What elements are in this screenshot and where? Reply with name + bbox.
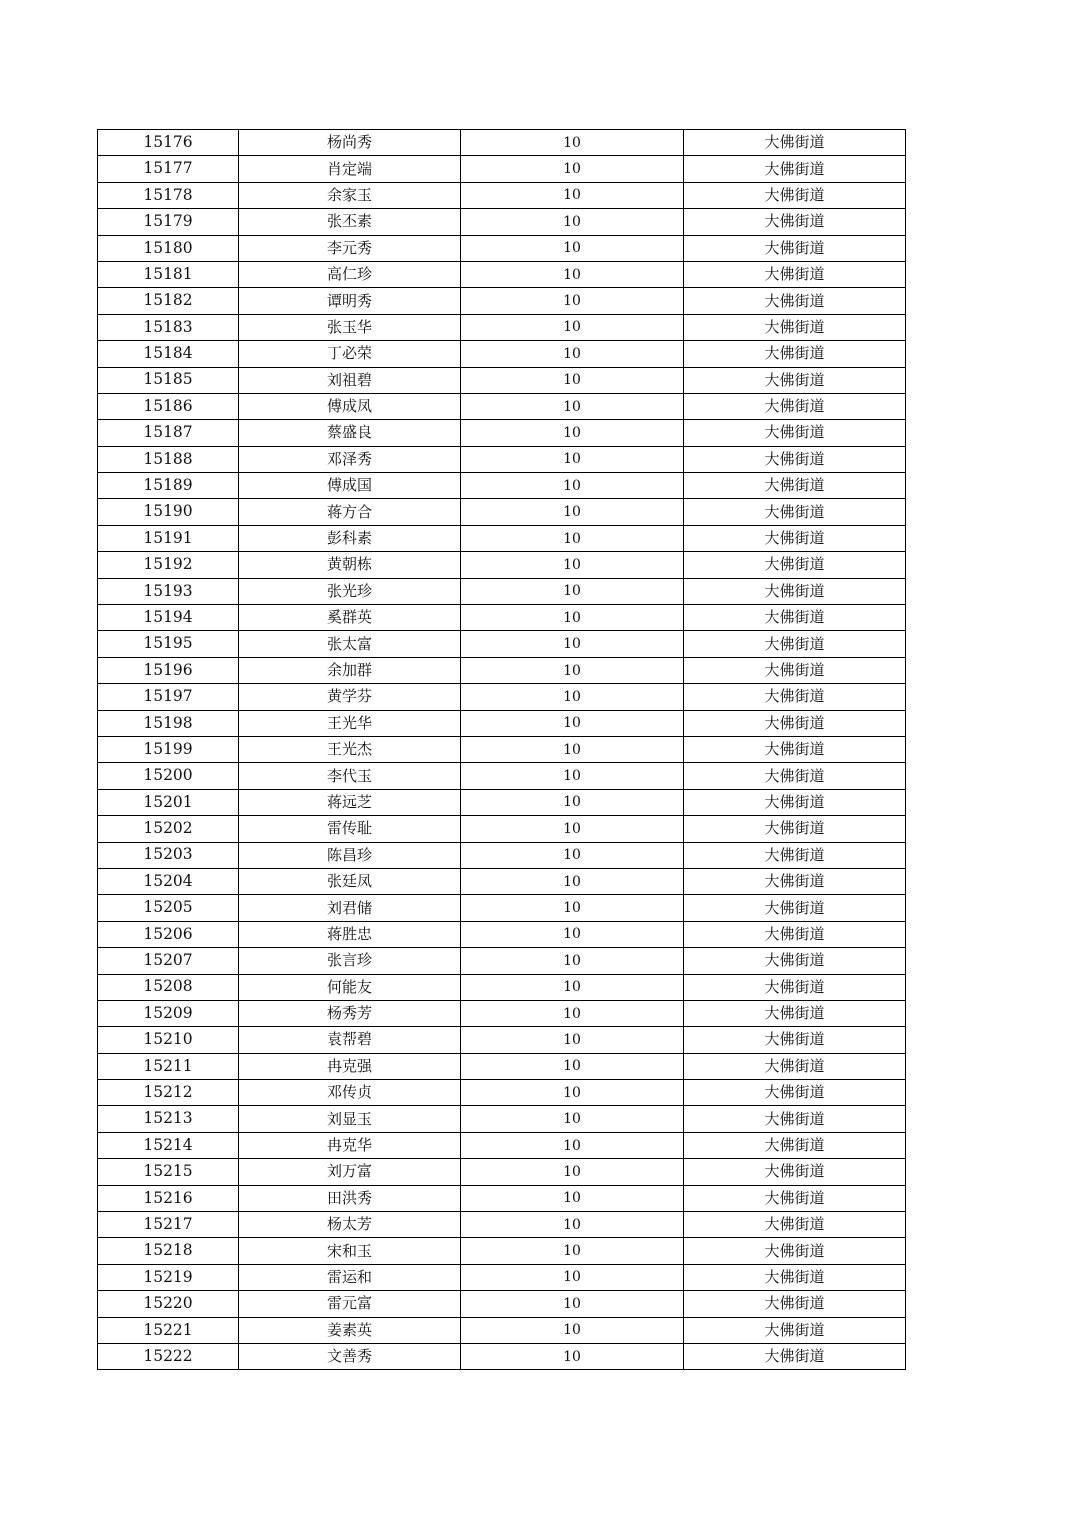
- table-row: [98, 1080, 906, 1106]
- cell-street: 大佛街道: [684, 842, 906, 868]
- cell-name: 彭科素: [239, 525, 461, 551]
- cell-name: 文善秀: [239, 1343, 461, 1369]
- table-row: [98, 420, 906, 446]
- cell-id: 15203: [98, 842, 239, 868]
- cell-id: 15213: [98, 1106, 239, 1132]
- cell-amount: 10: [461, 631, 684, 657]
- cell-id: 15182: [98, 288, 239, 314]
- cell-amount: 10: [461, 974, 684, 1000]
- cell-id: 15208: [98, 974, 239, 1000]
- cell-street: 大佛街道: [684, 130, 906, 156]
- cell-street: 大佛街道: [684, 209, 906, 235]
- table-row: [98, 1053, 906, 1079]
- cell-amount: 10: [461, 552, 684, 578]
- cell-name: 雷传耻: [239, 816, 461, 842]
- cell-id: 15200: [98, 763, 239, 789]
- cell-street: 大佛街道: [684, 261, 906, 287]
- cell-street: 大佛街道: [684, 763, 906, 789]
- cell-id: 15197: [98, 684, 239, 710]
- cell-amount: 10: [461, 1291, 684, 1317]
- table-body: [98, 130, 906, 1370]
- cell-id: 15180: [98, 235, 239, 261]
- cell-id: 15207: [98, 948, 239, 974]
- cell-name: 傅成凤: [239, 393, 461, 419]
- cell-amount: 10: [461, 341, 684, 367]
- cell-name: 黄朝栋: [239, 552, 461, 578]
- cell-street: 大佛街道: [684, 1291, 906, 1317]
- cell-street: 大佛街道: [684, 473, 906, 499]
- cell-name: 余家玉: [239, 182, 461, 208]
- cell-name: 何能友: [239, 974, 461, 1000]
- cell-id: 15204: [98, 868, 239, 894]
- cell-name: 张丕素: [239, 209, 461, 235]
- cell-street: 大佛街道: [684, 1212, 906, 1238]
- cell-amount: 10: [461, 763, 684, 789]
- cell-amount: 10: [461, 1159, 684, 1185]
- cell-id: 15196: [98, 657, 239, 683]
- cell-amount: 10: [461, 499, 684, 525]
- cell-name: 高仁珍: [239, 261, 461, 287]
- cell-street: 大佛街道: [684, 156, 906, 182]
- cell-id: 15216: [98, 1185, 239, 1211]
- cell-name: 田洪秀: [239, 1185, 461, 1211]
- table-row: [98, 367, 906, 393]
- cell-id: 15177: [98, 156, 239, 182]
- cell-name: 冉克强: [239, 1053, 461, 1079]
- cell-name: 邓泽秀: [239, 446, 461, 472]
- table-row: [98, 473, 906, 499]
- cell-street: 大佛街道: [684, 288, 906, 314]
- cell-id: 15185: [98, 367, 239, 393]
- table-row: [98, 789, 906, 815]
- table-row: [98, 631, 906, 657]
- cell-name: 奚群英: [239, 605, 461, 631]
- cell-street: 大佛街道: [684, 446, 906, 472]
- table-row: [98, 868, 906, 894]
- cell-id: 15191: [98, 525, 239, 551]
- table-row: [98, 842, 906, 868]
- cell-street: 大佛街道: [684, 710, 906, 736]
- table-row: [98, 393, 906, 419]
- cell-amount: 10: [461, 657, 684, 683]
- cell-street: 大佛街道: [684, 684, 906, 710]
- cell-name: 蒋胜忠: [239, 921, 461, 947]
- cell-id: 15199: [98, 736, 239, 762]
- cell-name: 肖定端: [239, 156, 461, 182]
- cell-id: 15218: [98, 1238, 239, 1264]
- cell-id: 15179: [98, 209, 239, 235]
- cell-street: 大佛街道: [684, 1132, 906, 1158]
- cell-street: 大佛街道: [684, 1080, 906, 1106]
- cell-name: 刘万富: [239, 1159, 461, 1185]
- table-row: [98, 130, 906, 156]
- cell-id: 15212: [98, 1080, 239, 1106]
- cell-amount: 10: [461, 130, 684, 156]
- cell-amount: 10: [461, 816, 684, 842]
- cell-street: 大佛街道: [684, 1000, 906, 1026]
- cell-amount: 10: [461, 367, 684, 393]
- cell-street: 大佛街道: [684, 974, 906, 1000]
- cell-name: 陈昌珍: [239, 842, 461, 868]
- table-row: [98, 1106, 906, 1132]
- cell-name: 刘祖碧: [239, 367, 461, 393]
- cell-name: 雷运和: [239, 1264, 461, 1290]
- table-row: [98, 499, 906, 525]
- table-row: [98, 895, 906, 921]
- cell-amount: 10: [461, 1343, 684, 1369]
- table-row: [98, 684, 906, 710]
- table-row: [98, 261, 906, 287]
- cell-id: 15201: [98, 789, 239, 815]
- table-row: [98, 209, 906, 235]
- cell-street: 大佛街道: [684, 1185, 906, 1211]
- table-row: [98, 1238, 906, 1264]
- cell-id: 15221: [98, 1317, 239, 1343]
- table-row: [98, 1000, 906, 1026]
- table-row: [98, 552, 906, 578]
- cell-amount: 10: [461, 921, 684, 947]
- cell-id: 15210: [98, 1027, 239, 1053]
- table-row: [98, 921, 906, 947]
- cell-name: 刘显玉: [239, 1106, 461, 1132]
- cell-amount: 10: [461, 446, 684, 472]
- cell-amount: 10: [461, 1264, 684, 1290]
- cell-street: 大佛街道: [684, 657, 906, 683]
- table-row: [98, 578, 906, 604]
- cell-id: 15194: [98, 605, 239, 631]
- cell-id: 15190: [98, 499, 239, 525]
- cell-amount: 10: [461, 578, 684, 604]
- table-row: [98, 235, 906, 261]
- table-row: [98, 1185, 906, 1211]
- cell-amount: 10: [461, 710, 684, 736]
- cell-id: 15219: [98, 1264, 239, 1290]
- table-row: [98, 1132, 906, 1158]
- cell-id: 15198: [98, 710, 239, 736]
- cell-amount: 10: [461, 948, 684, 974]
- cell-id: 15176: [98, 130, 239, 156]
- cell-street: 大佛街道: [684, 868, 906, 894]
- cell-amount: 10: [461, 1000, 684, 1026]
- table-row: [98, 763, 906, 789]
- cell-street: 大佛街道: [684, 393, 906, 419]
- table-row: [98, 1264, 906, 1290]
- cell-name: 杨尚秀: [239, 130, 461, 156]
- cell-amount: 10: [461, 1185, 684, 1211]
- cell-id: 15183: [98, 314, 239, 340]
- cell-street: 大佛街道: [684, 1027, 906, 1053]
- table-row: [98, 446, 906, 472]
- cell-street: 大佛街道: [684, 1343, 906, 1369]
- cell-name: 蔡盛良: [239, 420, 461, 446]
- cell-id: 15215: [98, 1159, 239, 1185]
- cell-street: 大佛街道: [684, 525, 906, 551]
- cell-amount: 10: [461, 420, 684, 446]
- cell-amount: 10: [461, 1212, 684, 1238]
- cell-name: 黄学芬: [239, 684, 461, 710]
- cell-street: 大佛街道: [684, 367, 906, 393]
- cell-id: 15217: [98, 1212, 239, 1238]
- cell-name: 宋和玉: [239, 1238, 461, 1264]
- cell-amount: 10: [461, 684, 684, 710]
- cell-street: 大佛街道: [684, 314, 906, 340]
- cell-name: 蒋方合: [239, 499, 461, 525]
- table-row: [98, 736, 906, 762]
- table-row: [98, 1027, 906, 1053]
- cell-street: 大佛街道: [684, 578, 906, 604]
- cell-street: 大佛街道: [684, 182, 906, 208]
- cell-name: 傅成国: [239, 473, 461, 499]
- table-row: [98, 974, 906, 1000]
- table-row: [98, 816, 906, 842]
- cell-id: 15214: [98, 1132, 239, 1158]
- cell-name: 刘君储: [239, 895, 461, 921]
- cell-amount: 10: [461, 1132, 684, 1158]
- cell-street: 大佛街道: [684, 605, 906, 631]
- table-row: [98, 182, 906, 208]
- cell-street: 大佛街道: [684, 1159, 906, 1185]
- cell-street: 大佛街道: [684, 631, 906, 657]
- cell-id: 15195: [98, 631, 239, 657]
- cell-amount: 10: [461, 736, 684, 762]
- cell-id: 15192: [98, 552, 239, 578]
- cell-id: 15220: [98, 1291, 239, 1317]
- cell-name: 丁必荣: [239, 341, 461, 367]
- cell-id: 15188: [98, 446, 239, 472]
- cell-amount: 10: [461, 182, 684, 208]
- cell-name: 张光珍: [239, 578, 461, 604]
- cell-amount: 10: [461, 1238, 684, 1264]
- cell-amount: 10: [461, 393, 684, 419]
- cell-name: 张廷凤: [239, 868, 461, 894]
- cell-street: 大佛街道: [684, 1264, 906, 1290]
- cell-name: 王光杰: [239, 736, 461, 762]
- table-row: [98, 657, 906, 683]
- table-row: [98, 710, 906, 736]
- cell-id: 15189: [98, 473, 239, 499]
- cell-name: 张玉华: [239, 314, 461, 340]
- cell-amount: 10: [461, 1027, 684, 1053]
- cell-name: 张太富: [239, 631, 461, 657]
- cell-street: 大佛街道: [684, 420, 906, 446]
- table-row: [98, 1291, 906, 1317]
- cell-amount: 10: [461, 525, 684, 551]
- cell-id: 15222: [98, 1343, 239, 1369]
- cell-amount: 10: [461, 842, 684, 868]
- cell-id: 15209: [98, 1000, 239, 1026]
- cell-street: 大佛街道: [684, 235, 906, 261]
- cell-street: 大佛街道: [684, 895, 906, 921]
- cell-amount: 10: [461, 1053, 684, 1079]
- cell-amount: 10: [461, 156, 684, 182]
- table-row: [98, 314, 906, 340]
- table-row: [98, 1159, 906, 1185]
- cell-name: 李代玉: [239, 763, 461, 789]
- cell-name: 杨太芳: [239, 1212, 461, 1238]
- cell-street: 大佛街道: [684, 948, 906, 974]
- cell-id: 15205: [98, 895, 239, 921]
- table-row: [98, 341, 906, 367]
- cell-amount: 10: [461, 314, 684, 340]
- cell-id: 15178: [98, 182, 239, 208]
- cell-street: 大佛街道: [684, 341, 906, 367]
- cell-street: 大佛街道: [684, 552, 906, 578]
- cell-street: 大佛街道: [684, 736, 906, 762]
- cell-id: 15187: [98, 420, 239, 446]
- cell-amount: 10: [461, 1106, 684, 1132]
- cell-name: 雷元富: [239, 1291, 461, 1317]
- cell-amount: 10: [461, 1317, 684, 1343]
- cell-name: 袁帮碧: [239, 1027, 461, 1053]
- cell-name: 杨秀芳: [239, 1000, 461, 1026]
- cell-id: 15202: [98, 816, 239, 842]
- cell-amount: 10: [461, 209, 684, 235]
- cell-street: 大佛街道: [684, 499, 906, 525]
- cell-id: 15193: [98, 578, 239, 604]
- table-row: [98, 1343, 906, 1369]
- cell-amount: 10: [461, 605, 684, 631]
- table-row: [98, 1317, 906, 1343]
- cell-name: 张言珍: [239, 948, 461, 974]
- cell-amount: 10: [461, 789, 684, 815]
- cell-amount: 10: [461, 868, 684, 894]
- cell-street: 大佛街道: [684, 1053, 906, 1079]
- cell-name: 王光华: [239, 710, 461, 736]
- table-row: [98, 605, 906, 631]
- cell-name: 谭明秀: [239, 288, 461, 314]
- cell-id: 15211: [98, 1053, 239, 1079]
- cell-amount: 10: [461, 1080, 684, 1106]
- table-row: [98, 525, 906, 551]
- cell-amount: 10: [461, 235, 684, 261]
- cell-amount: 10: [461, 895, 684, 921]
- cell-street: 大佛街道: [684, 1238, 906, 1264]
- data-table: [97, 129, 906, 1370]
- table-row: [98, 948, 906, 974]
- table-row: [98, 156, 906, 182]
- cell-amount: 10: [461, 288, 684, 314]
- cell-street: 大佛街道: [684, 1317, 906, 1343]
- cell-street: 大佛街道: [684, 921, 906, 947]
- cell-name: 姜素英: [239, 1317, 461, 1343]
- cell-name: 邓传贞: [239, 1080, 461, 1106]
- cell-id: 15206: [98, 921, 239, 947]
- cell-name: 李元秀: [239, 235, 461, 261]
- table-row: [98, 1212, 906, 1238]
- cell-amount: 10: [461, 473, 684, 499]
- cell-name: 蒋远芝: [239, 789, 461, 815]
- cell-street: 大佛街道: [684, 789, 906, 815]
- cell-amount: 10: [461, 261, 684, 287]
- cell-street: 大佛街道: [684, 816, 906, 842]
- cell-name: 余加群: [239, 657, 461, 683]
- cell-id: 15186: [98, 393, 239, 419]
- cell-id: 15181: [98, 261, 239, 287]
- cell-name: 冉克华: [239, 1132, 461, 1158]
- cell-street: 大佛街道: [684, 1106, 906, 1132]
- cell-id: 15184: [98, 341, 239, 367]
- table-row: [98, 288, 906, 314]
